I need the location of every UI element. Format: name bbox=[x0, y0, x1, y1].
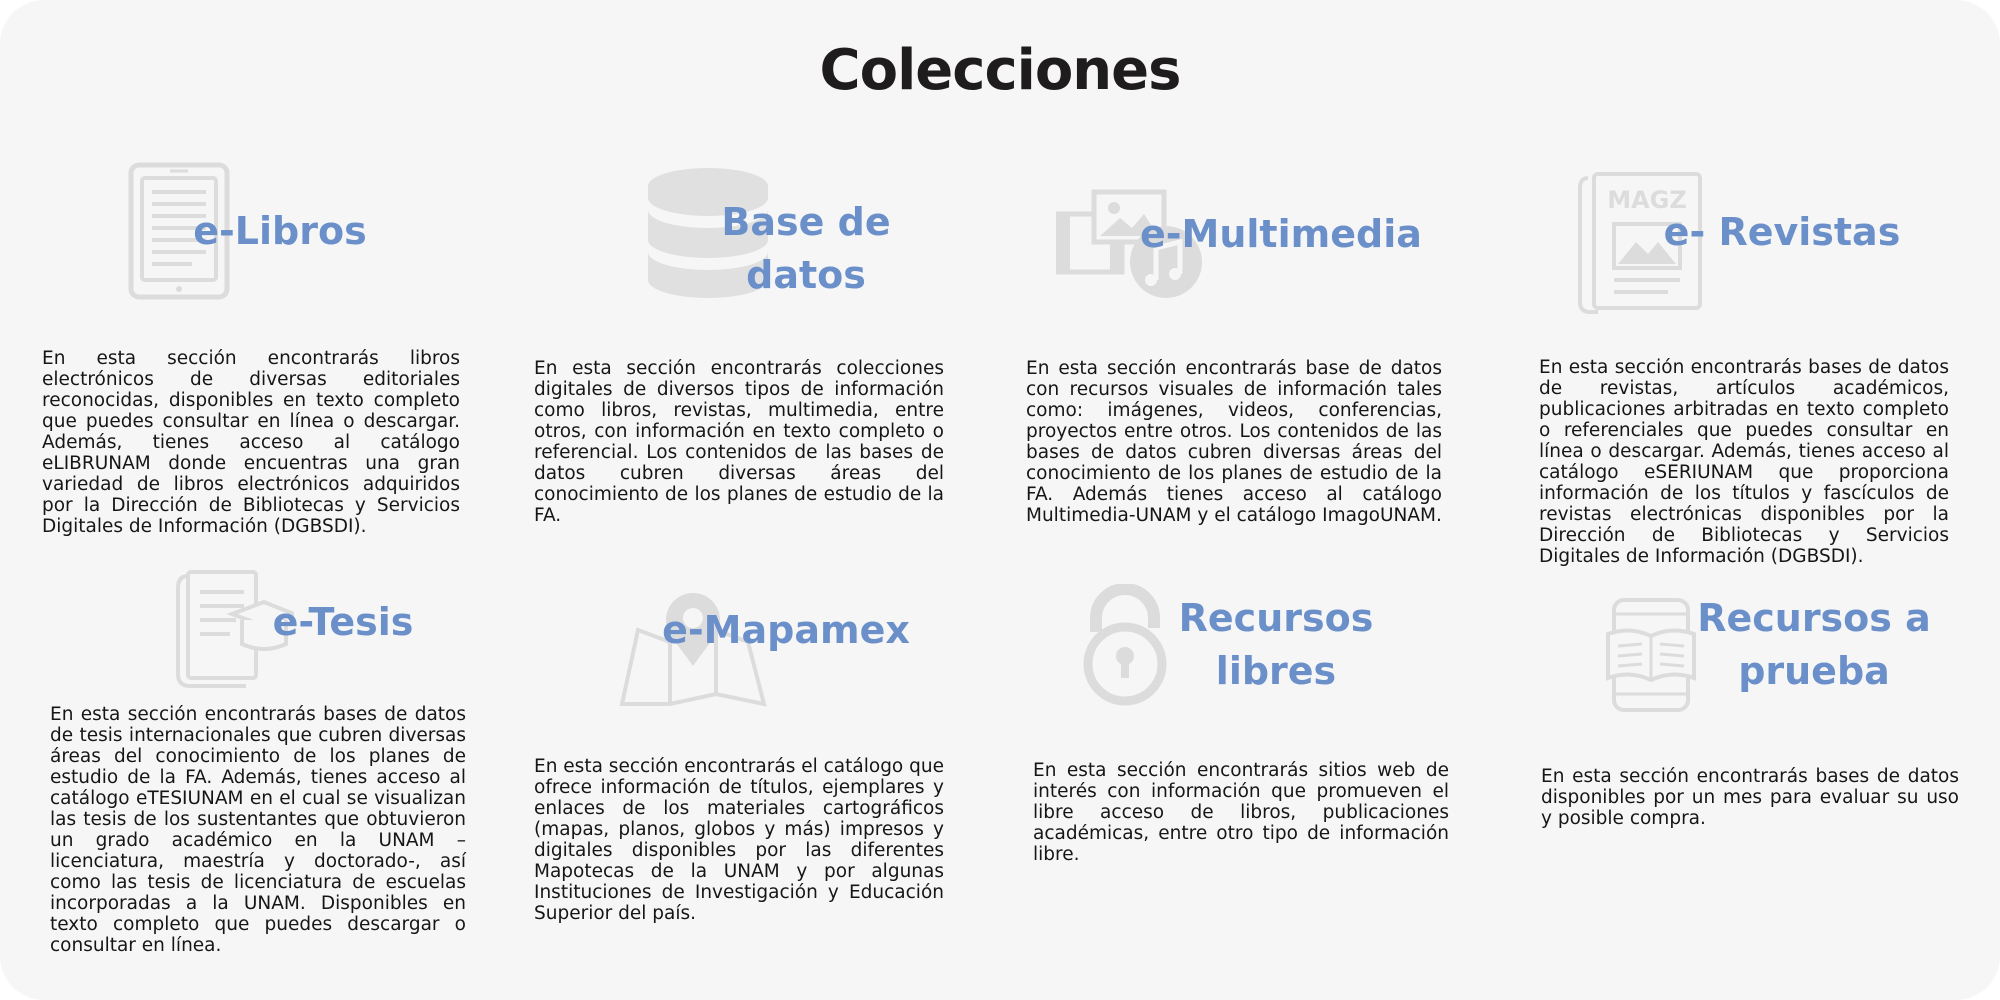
card-title: Base de datos bbox=[721, 200, 891, 297]
card-title: Recursos libres bbox=[1178, 596, 1374, 693]
card-title: Recursos a prueba bbox=[1697, 596, 1931, 693]
open-lock-icon bbox=[1082, 584, 1168, 706]
card-description: En esta sección encontrarás bases de datos disponibles por un mes para evaluar su uso y posible compra. bbox=[1541, 766, 1959, 829]
card-description: En esta sección encontrarás el catálogo que ofrece información de títulos, ejemplares y enlaces de los materiales cartográficos (mapas, planos, globos y más) impresos y digitales disponibles por las diferentes Mapotecas de la UNAM y por algunas Instituciones de Investigación y Educación Superior del país. bbox=[534, 756, 944, 924]
card-description: En esta sección encontrarás base de datos con recursos visuales de información tales como: imágenes, videos, conferencias, proyectos entre otros. Los contenidos de las bases de datos cubren diversas áreas del conocimiento de los planes de estudio de la FA. Además tienes acceso al catálogo Multimedia-UNAM y el catálogo ImagoUNAM. bbox=[1026, 358, 1442, 526]
card-title: e-Multimedia bbox=[1140, 212, 1422, 256]
svg-text:MAGZ: MAGZ bbox=[1607, 186, 1687, 214]
card-description: En esta sección encontrarás colecciones digitales de diversos tipos de información como libros, revistas, multimedia, entre otros, con información en texto completo o referencial. Los contenidos de las bases de datos cubren diversas áreas del conocimiento de los planes de estudio de la FA. bbox=[534, 358, 944, 526]
card-title: e-Tesis bbox=[272, 600, 414, 644]
card-description: En esta sección encontrarás bases de datos de revistas, artículos académicos, publicaciones arbitradas en texto completo o referenciales que puedes consultar en línea o descargar. Además, tienes acceso al catálogo eSERIUNAM que proporciona información de los títulos y fascículos de revistas electrónicas disponibles por la Dirección de Bibliotecas y Servicios Digitales de Información (DGBSDI). bbox=[1539, 357, 1949, 567]
card-title: e-Mapamex bbox=[662, 608, 910, 652]
card-description: En esta sección encontrarás libros electrónicos de diversas editoriales reconocidas, disponibles en texto completo que puedes consultar en línea o descargar. Además, tienes acceso al catálogo eLIBRUNAM donde encuentras una gran variedad de libros electrónicos adquiridos por la Dirección de Bibliotecas y Servicios Digitales de Información (DGBSDI). bbox=[42, 348, 460, 537]
card-description: En esta sección encontrarás sitios web de interés con información que promueven el libre acceso de libros, publicaciones académicas, entre otro tipo de información libre. bbox=[1033, 760, 1449, 865]
card-title: e-Libros bbox=[193, 209, 367, 253]
card-description: En esta sección encontrarás bases de datos de tesis internacionales que cubren diversas áreas del conocimiento de los planes de estudio de la FA. Además, tienes acceso al catálogo eTESIUNAM en el cual se visualizan las tesis de los sustentantes que obtuvieron un grado académico en la UNAM –licenciatura, maestría y doctorado-, así como las tesis de licenciatura de escuelas incorporadas a la UNAM. Disponibles en texto completo que puedes descargar o consultar en línea. bbox=[50, 704, 466, 956]
card-title: e- Revistas bbox=[1663, 210, 1901, 254]
page-title: Colecciones bbox=[819, 38, 1181, 103]
